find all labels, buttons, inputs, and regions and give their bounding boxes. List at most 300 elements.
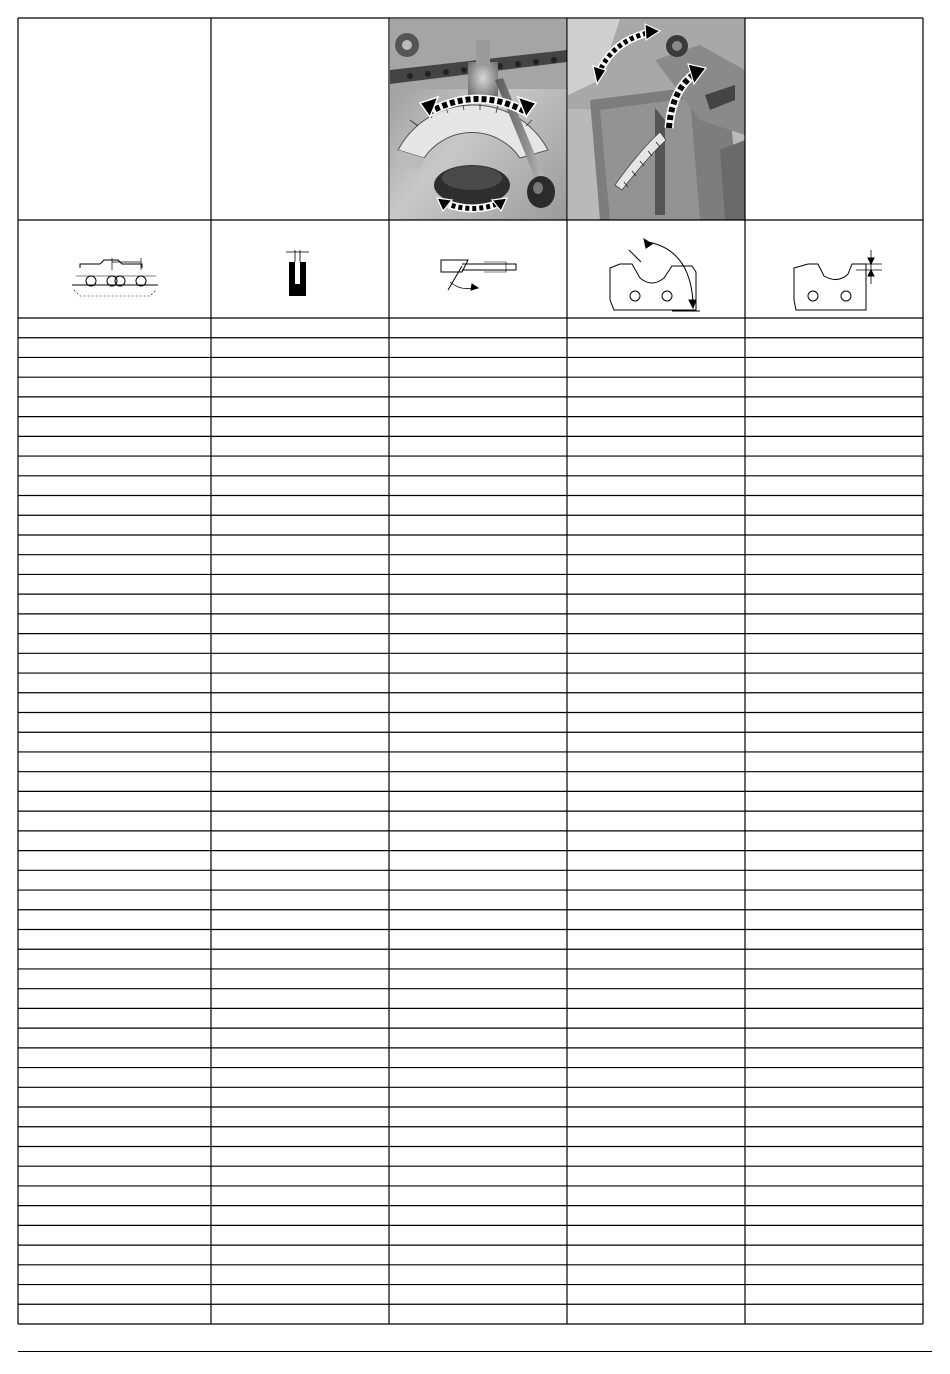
table-row [18, 1265, 923, 1285]
table-cell [389, 436, 567, 456]
table-cell [745, 594, 923, 614]
table-cell [18, 673, 211, 693]
table-cell [567, 851, 745, 871]
table-cell [18, 377, 211, 397]
table-cell [567, 693, 745, 713]
table-cell [389, 949, 567, 969]
table-cell [211, 732, 389, 752]
table-cell [211, 377, 389, 397]
table-cell [211, 496, 389, 516]
table-row [18, 1146, 923, 1166]
table-cell [389, 732, 567, 752]
table-cell [567, 653, 745, 673]
table-row [18, 831, 923, 851]
table-cell [745, 555, 923, 575]
table-cell [18, 555, 211, 575]
table-cell [567, 1206, 745, 1226]
table-row [18, 732, 923, 752]
table-cell [745, 752, 923, 772]
table-row [18, 1127, 923, 1147]
table-cell [211, 574, 389, 594]
table-row [18, 811, 923, 831]
table-cell [211, 989, 389, 1009]
table-row [18, 357, 923, 377]
table-cell [211, 1107, 389, 1127]
table-cell [567, 811, 745, 831]
table-cell [389, 574, 567, 594]
table-cell [18, 851, 211, 871]
table-cell [567, 515, 745, 535]
table-row [18, 969, 923, 989]
table-cell [567, 1245, 745, 1265]
table-cell [211, 653, 389, 673]
table-row [18, 949, 923, 969]
table-row [18, 397, 923, 417]
table-cell [18, 1225, 211, 1245]
table-cell [567, 1166, 745, 1186]
table-cell [389, 1304, 567, 1324]
table-cell [211, 1048, 389, 1068]
table-cell [567, 949, 745, 969]
table-cell [18, 614, 211, 634]
table-cell [211, 357, 389, 377]
table-cell [567, 456, 745, 476]
table-cell [211, 1068, 389, 1088]
table-cell [211, 397, 389, 417]
table-cell [389, 890, 567, 910]
table-row [18, 673, 923, 693]
table-cell [745, 693, 923, 713]
table-cell [745, 831, 923, 851]
table-cell [745, 969, 923, 989]
table-cell [18, 1008, 211, 1028]
table-rows [18, 318, 923, 1324]
table-cell [211, 1206, 389, 1226]
table-row [18, 1008, 923, 1028]
table-cell [389, 811, 567, 831]
table-cell [18, 949, 211, 969]
table-cell [567, 1127, 745, 1147]
table-row [18, 555, 923, 575]
table-row [18, 910, 923, 930]
table-cell [18, 772, 211, 792]
table-row [18, 614, 923, 634]
table-cell [389, 653, 567, 673]
table-row [18, 713, 923, 733]
table-cell [745, 851, 923, 871]
table-cell [567, 1285, 745, 1305]
table-cell [389, 969, 567, 989]
table-cell [567, 831, 745, 851]
table-cell [211, 634, 389, 654]
table-cell [211, 417, 389, 437]
table-cell [18, 870, 211, 890]
table-row [18, 594, 923, 614]
table-cell [389, 929, 567, 949]
table-cell [745, 1008, 923, 1028]
table-cell [18, 1127, 211, 1147]
table-cell [389, 791, 567, 811]
table-cell [567, 713, 745, 733]
table-cell [745, 535, 923, 555]
table-cell [389, 1285, 567, 1305]
table-cell [211, 594, 389, 614]
table-cell [745, 377, 923, 397]
table-cell [745, 456, 923, 476]
table-cell [745, 1225, 923, 1245]
table-cell [745, 1206, 923, 1226]
table-row [18, 1028, 923, 1048]
table-cell [18, 1028, 211, 1048]
table-row [18, 476, 923, 496]
table-cell [567, 772, 745, 792]
table-cell [567, 496, 745, 516]
table-cell [18, 752, 211, 772]
table-cell [745, 1028, 923, 1048]
table-cell [211, 318, 389, 338]
table-row [18, 1048, 923, 1068]
table-cell [211, 476, 389, 496]
table-cell [18, 318, 211, 338]
table-cell [745, 713, 923, 733]
table-cell [389, 673, 567, 693]
table-row [18, 653, 923, 673]
table-cell [211, 890, 389, 910]
table-row [18, 851, 923, 871]
table-cell [389, 1146, 567, 1166]
table-cell [389, 1127, 567, 1147]
table-cell [567, 338, 745, 358]
table-cell [211, 949, 389, 969]
table-cell [745, 1127, 923, 1147]
table-cell [211, 1245, 389, 1265]
table-cell [18, 1068, 211, 1088]
table-row [18, 377, 923, 397]
table-cell [389, 1107, 567, 1127]
table-cell [745, 397, 923, 417]
table-cell [211, 929, 389, 949]
table-row [18, 870, 923, 890]
table-cell [18, 594, 211, 614]
table-cell [18, 515, 211, 535]
table-cell [211, 1225, 389, 1245]
table-cell [211, 1304, 389, 1324]
table-row [18, 890, 923, 910]
table-cell [567, 634, 745, 654]
table-cell [389, 456, 567, 476]
table-row [18, 634, 923, 654]
table-cell [389, 713, 567, 733]
table-row [18, 515, 923, 535]
table-cell [567, 1146, 745, 1166]
table-cell [567, 791, 745, 811]
table-cell [389, 614, 567, 634]
table-cell [389, 417, 567, 437]
table-cell [567, 417, 745, 437]
table-cell [567, 555, 745, 575]
table-cell [745, 1245, 923, 1265]
table-cell [389, 1265, 567, 1285]
table-cell [211, 338, 389, 358]
table-cell [211, 713, 389, 733]
table-cell [211, 752, 389, 772]
table-cell [745, 1107, 923, 1127]
table-row [18, 929, 923, 949]
table-cell [567, 752, 745, 772]
table-cell [567, 594, 745, 614]
table-cell [745, 870, 923, 890]
table-row [18, 989, 923, 1009]
table-cell [18, 634, 211, 654]
table-cell [745, 1186, 923, 1206]
table-cell [745, 1048, 923, 1068]
table-cell [211, 535, 389, 555]
table-cell [567, 377, 745, 397]
table-row [18, 1206, 923, 1226]
table-cell [745, 811, 923, 831]
table-cell [745, 910, 923, 930]
table-row [18, 535, 923, 555]
table-cell [389, 693, 567, 713]
table-cell [745, 417, 923, 437]
table-row [18, 1068, 923, 1088]
table-cell [389, 1048, 567, 1068]
table-cell [18, 929, 211, 949]
table-cell [567, 1087, 745, 1107]
table-cell [567, 969, 745, 989]
table-cell [18, 969, 211, 989]
table-cell [745, 496, 923, 516]
table-cell [745, 515, 923, 535]
tilt-angle-scale-photo [568, 19, 745, 220]
table-cell [745, 1265, 923, 1285]
table-cell [389, 1166, 567, 1186]
table-row [18, 574, 923, 594]
table-cell [389, 496, 567, 516]
table-cell [18, 417, 211, 437]
table-cell [389, 1225, 567, 1245]
table-cell [18, 397, 211, 417]
table-cell [567, 929, 745, 949]
table-cell [745, 1146, 923, 1166]
table-cell [18, 1206, 211, 1226]
table-cell [211, 969, 389, 989]
table-cell [211, 772, 389, 792]
table-cell [745, 476, 923, 496]
table-cell [389, 1008, 567, 1028]
table-cell [18, 1048, 211, 1068]
table-cell [567, 890, 745, 910]
table-cell [389, 338, 567, 358]
table-cell [18, 1245, 211, 1265]
table-cell [567, 318, 745, 338]
table-cell [567, 1265, 745, 1285]
table-cell [18, 791, 211, 811]
table-cell [18, 1186, 211, 1206]
table-cell [18, 456, 211, 476]
table-cell [567, 732, 745, 752]
table-row [18, 436, 923, 456]
table-cell [211, 436, 389, 456]
table-cell [745, 1068, 923, 1088]
table-cell [211, 693, 389, 713]
table-cell [211, 1166, 389, 1186]
table-cell [567, 1304, 745, 1324]
table-cell [567, 1107, 745, 1127]
table-cell [18, 338, 211, 358]
table-cell [567, 989, 745, 1009]
table-cell [745, 436, 923, 456]
table-cell [389, 910, 567, 930]
table-cell [745, 634, 923, 654]
table-cell [211, 811, 389, 831]
table-row [18, 1285, 923, 1305]
table-cell [567, 1225, 745, 1245]
table-cell [18, 831, 211, 851]
side-plate-angle-icon [610, 239, 700, 311]
table-row [18, 496, 923, 516]
table-cell [389, 318, 567, 338]
table-cell [389, 634, 567, 654]
table-cell [567, 535, 745, 555]
table-cell [567, 1008, 745, 1028]
table-cell [745, 989, 923, 1009]
table-cell [389, 1186, 567, 1206]
table-cell [745, 1087, 923, 1107]
table-cell [745, 318, 923, 338]
table-cell [389, 535, 567, 555]
table-row [18, 417, 923, 437]
table-cell [18, 476, 211, 496]
table-cell [211, 614, 389, 634]
table-cell [211, 831, 389, 851]
table-cell [211, 910, 389, 930]
table-row [18, 1304, 923, 1324]
swivel-angle-scale-photo [390, 19, 567, 220]
table-cell [389, 1068, 567, 1088]
top-plate-filing-angle-icon [441, 260, 516, 290]
table-cell [18, 574, 211, 594]
table-cell [211, 673, 389, 693]
table-cell [18, 1087, 211, 1107]
table-cell [567, 910, 745, 930]
table-cell [567, 614, 745, 634]
table-cell [567, 476, 745, 496]
table-cell [18, 910, 211, 930]
table-cell [567, 436, 745, 456]
table-row [18, 1245, 923, 1265]
table-cell [18, 1265, 211, 1285]
table-row [18, 693, 923, 713]
table-cell [211, 1285, 389, 1305]
table-cell [18, 357, 211, 377]
table-cell [389, 851, 567, 871]
table-cell [745, 949, 923, 969]
table-cell [18, 496, 211, 516]
table-cell [18, 713, 211, 733]
table-row [18, 1166, 923, 1186]
table-cell [211, 515, 389, 535]
table-cell [18, 1146, 211, 1166]
table-row [18, 772, 923, 792]
table-cell [211, 851, 389, 871]
table-cell [18, 693, 211, 713]
table-cell [745, 791, 923, 811]
table-cell [18, 436, 211, 456]
table-cell [211, 1265, 389, 1285]
table-cell [389, 831, 567, 851]
table-cell [567, 1028, 745, 1048]
table-cell [211, 1008, 389, 1028]
drive-link-gauge-icon [286, 250, 309, 296]
table-cell [389, 1245, 567, 1265]
table-cell [389, 752, 567, 772]
table-cell [745, 614, 923, 634]
table-cell [567, 574, 745, 594]
table-cell [567, 1068, 745, 1088]
table-row [18, 318, 923, 338]
table-cell [211, 1146, 389, 1166]
table-row [18, 791, 923, 811]
table-cell [18, 1166, 211, 1186]
table-row [18, 1186, 923, 1206]
table-cell [745, 574, 923, 594]
table-cell [567, 1048, 745, 1068]
table-cell [745, 338, 923, 358]
table-cell [389, 594, 567, 614]
table-cell [389, 1087, 567, 1107]
table-cell [389, 476, 567, 496]
table-cell [18, 1107, 211, 1127]
table-cell [18, 989, 211, 1009]
table-cell [211, 791, 389, 811]
table-cell [745, 1166, 923, 1186]
depth-gauge-setting-icon [794, 250, 882, 310]
table-cell [389, 377, 567, 397]
table-row [18, 338, 923, 358]
table-cell [18, 1304, 211, 1324]
footer-rule [18, 1351, 932, 1352]
table-cell [18, 890, 211, 910]
table-row [18, 456, 923, 476]
table-cell [567, 673, 745, 693]
table-cell [745, 772, 923, 792]
table-cell [389, 555, 567, 575]
table-cell [745, 673, 923, 693]
table-cell [389, 989, 567, 1009]
table-cell [745, 890, 923, 910]
table-cell [567, 1186, 745, 1206]
table-cell [211, 1186, 389, 1206]
table-cell [567, 870, 745, 890]
table-cell [389, 870, 567, 890]
table-cell [18, 1285, 211, 1305]
chain-pitch-diagram-icon [72, 258, 158, 296]
table-cell [18, 732, 211, 752]
table-row [18, 1107, 923, 1127]
table-cell [745, 357, 923, 377]
table-row [18, 1087, 923, 1107]
table-cell [211, 1127, 389, 1147]
table-row [18, 752, 923, 772]
table-cell [211, 1028, 389, 1048]
table-cell [211, 456, 389, 476]
table-row [18, 1225, 923, 1245]
table-cell [18, 811, 211, 831]
table-cell [745, 653, 923, 673]
table-cell [18, 535, 211, 555]
table-cell [745, 732, 923, 752]
